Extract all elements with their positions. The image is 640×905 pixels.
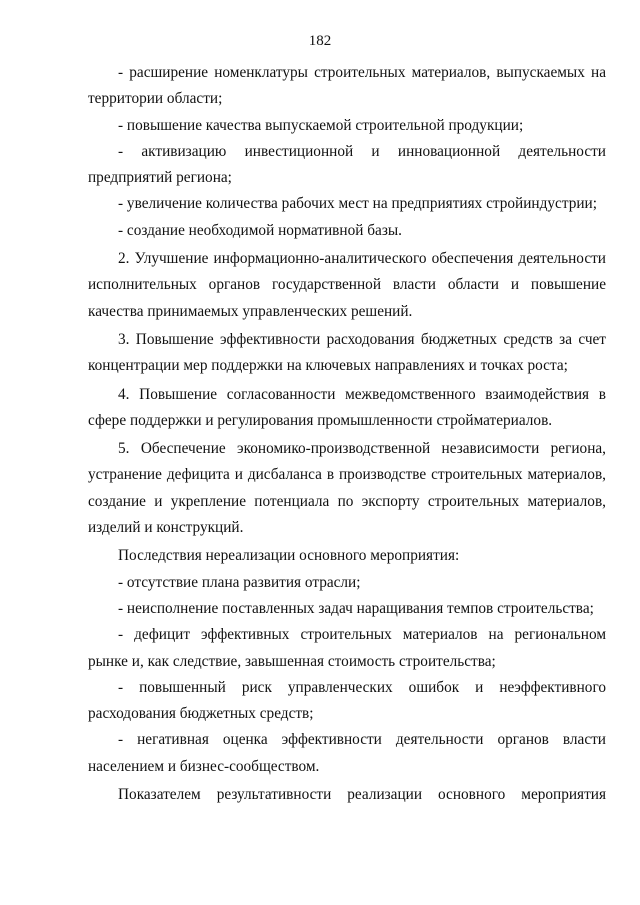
paragraph-heading: Последствия нереализации основного мероприятия: [118, 547, 460, 565]
page-number: 182 [308, 33, 332, 49]
paragraph-list-item: - расширение номенклатуры строительных материалов, выпускаемых на территории области; [88, 64, 606, 108]
paragraph-list-item: - повышение качества выпускаемой строительной продукции; [118, 116, 524, 134]
paragraph-list-item: - повышенный риск управленческих ошибок и неэффективного расходования бюджетных средств; [88, 678, 606, 723]
document-body [88, 60, 606, 808]
paragraph-numbered-item: 5. Обеспечение экономико-производственной независимости региона, устранение дефицита и дисбаланса в производстве строительных материалов, создание и укрепление потенциала по экспорту строительных материалов, изделий и конструкций. [88, 440, 606, 537]
paragraph-list-item: - создание необходимой нормативной базы. [118, 221, 402, 239]
paragraph-numbered-item: 2. Улучшение информационно-аналитического обеспечения деятельности исполнительных органов государственной власти области и повышение качества принимаемых управленческих решений. [88, 250, 606, 320]
paragraph-numbered-item: 4. Повышение согласованности межведомственного взаимодействия в сфере поддержки и регулирования промышленности стройматериалов. [88, 385, 606, 429]
paragraph-list-item: - дефицит эффективных строительных материалов на региональном рынке и, как следствие, завышенная стоимость строительства; [88, 626, 606, 670]
paragraph-numbered-item: 3. Повышение эффективности расходования бюджетных средств за счет концентрации мер поддержки на ключевых направлениях и точках роста; [88, 330, 606, 375]
paragraph-body: Показателем результативности реализации основного мероприятия [118, 786, 606, 804]
paragraph-list-item: - негативная оценка эффективности деятельности органов власти населением и бизнес-сообществом. [88, 731, 606, 775]
paragraph-list-item: - активизацию инвестиционной и инновационной деятельности предприятий региона; [88, 142, 606, 187]
paragraph-list-item: - отсутствие плана развития отрасли; [118, 573, 361, 591]
paragraph-list-item: - неисполнение поставленных задач наращивания темпов строительства; [118, 599, 594, 617]
paragraph-list-item: - увеличение количества рабочих мест на предприятиях стройиндустрии; [118, 195, 597, 213]
